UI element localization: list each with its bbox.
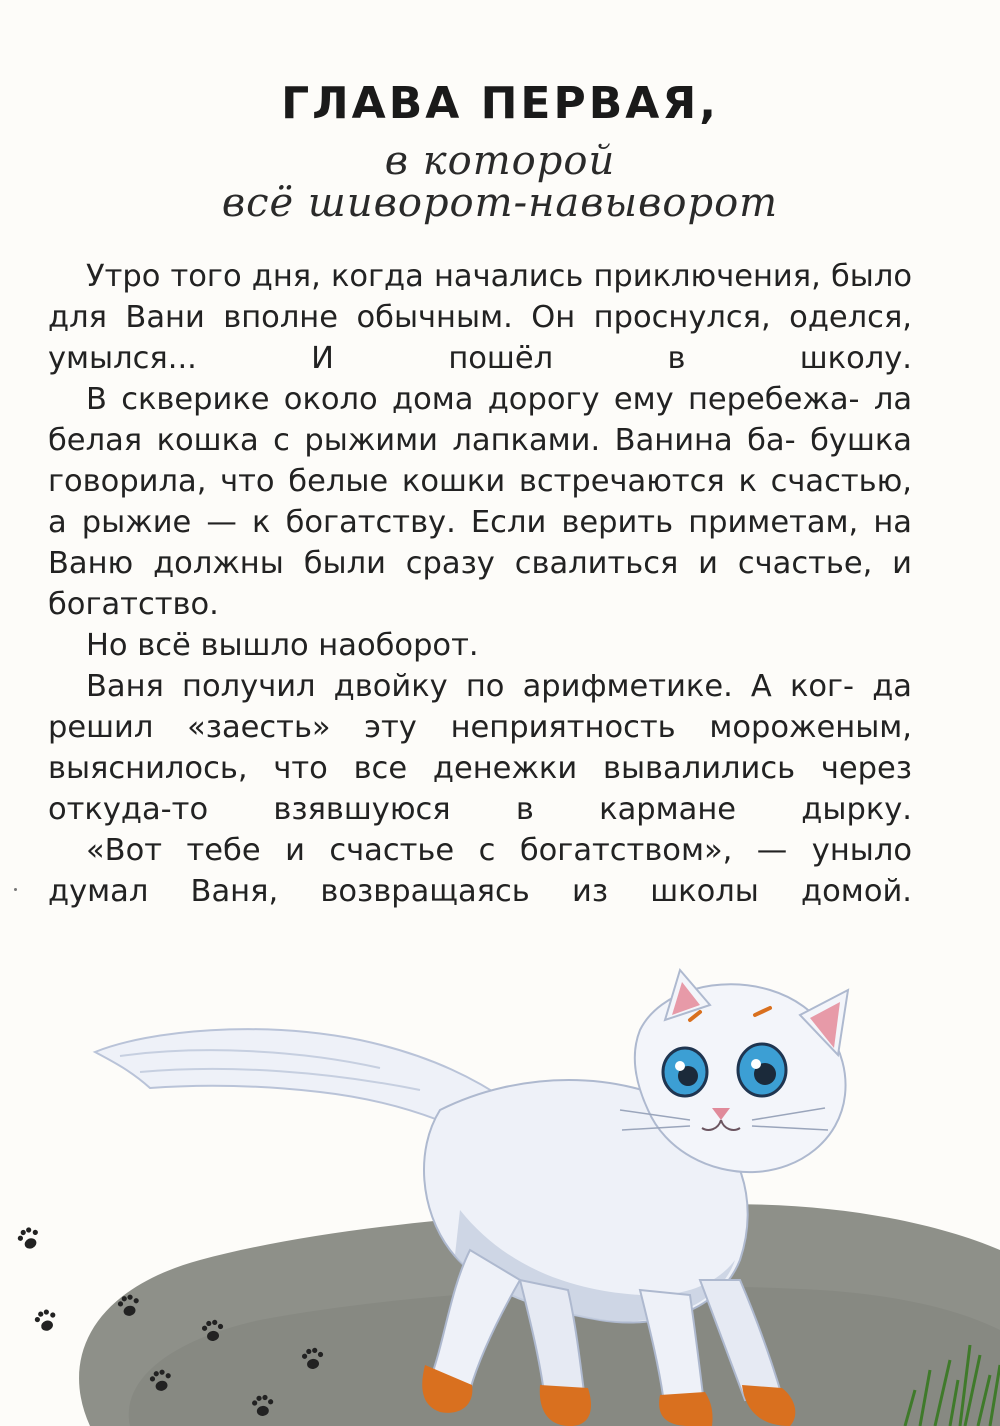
text-line: В скверике около дома дорогу ему перебежа- — [86, 382, 860, 417]
paragraph — [48, 379, 912, 625]
text-line: выяснилось, что все денежки вывалились через — [48, 751, 912, 786]
text-line: «Вот тебе и счастье с богатством», — уныло — [86, 833, 912, 868]
text-line: откуда-то взявшуюся в кармане дырку. — [48, 792, 912, 827]
paragraph — [48, 625, 912, 666]
text-line: оделся, умылся... И пошёл в школу. — [48, 300, 912, 376]
story-text — [48, 256, 912, 912]
text-line: думал Ваня, возвращаясь из школы домой. — [48, 874, 912, 909]
text-line: к счастью, а рыжие — к богатству. Если верить — [48, 464, 912, 540]
paragraph — [48, 256, 912, 379]
chapter-title: ГЛАВА ПЕРВАЯ, — [281, 78, 719, 129]
chapter-subtitle-line-2: всё шиворот-навыворот — [221, 180, 779, 226]
text-line: бушка говорила, что белые кошки встречаются — [48, 423, 912, 499]
text-line: Ваня получил двойку по арифметике. А ког- — [86, 669, 855, 704]
text-line: было для Вани вполне обычным. Он проснулся, — [48, 259, 912, 335]
paragraph — [48, 666, 912, 830]
paw-print — [15, 1224, 43, 1252]
paw-print — [33, 1307, 60, 1334]
chapter-subtitle-line-1: в которой — [384, 138, 616, 184]
cat-illustration — [0, 960, 1000, 1426]
text-line: Утро того дня, когда начались приключения, — [86, 259, 821, 294]
text-line: да решил «заесть» эту неприятность мороженым, — [48, 669, 912, 745]
text-line: ла белая кошка с рыжими лапками. Ванина ба- — [48, 382, 913, 458]
text-line: и счастье, и богатство. — [48, 546, 912, 622]
text-line: Но всё вышло наоборот. — [86, 628, 479, 663]
text-line: приметам, на Ваню должны были сразу свалиться — [48, 505, 912, 581]
paragraph — [48, 830, 912, 912]
print-speck — [14, 888, 17, 891]
